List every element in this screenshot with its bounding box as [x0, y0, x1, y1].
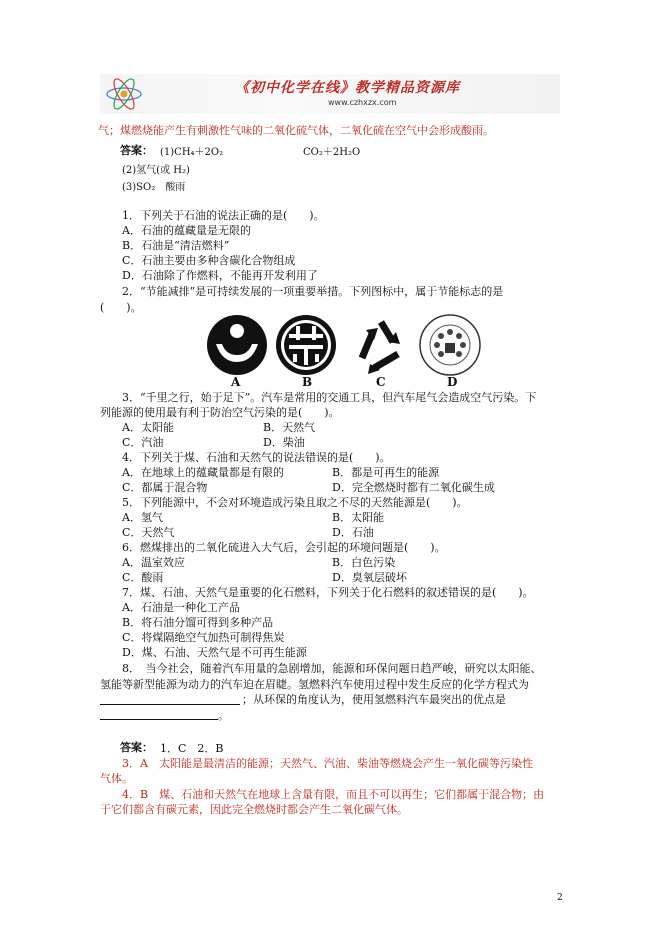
question-3-cont: 列能源的使用最有利于防治空气污染的是( )。 [100, 406, 340, 419]
q1-option-a: A．石油的蕴藏量是无限的 [122, 224, 251, 237]
q3-option-a: A．太阳能 [122, 421, 174, 434]
answer-2: (2)氢气(或 H₂) [122, 165, 190, 176]
icon-label-a: A [231, 375, 241, 389]
question-8-cont: 氢能等新型能源为动力的汽车迫在眉睫。氢燃料汽车使用过程中发生反应的化学方程式为 [100, 678, 529, 691]
recycle-icon [350, 314, 412, 376]
question-2: 2．“节能减排”是可持续发展的一项重要举措。下列图标中，属于节能标志的是 [122, 285, 504, 298]
q8-blank-2[interactable] [100, 719, 218, 720]
header-banner [100, 74, 560, 114]
q7-option-a: A．石油是一种化工产品 [122, 601, 240, 614]
icon-b-symbol [275, 314, 337, 376]
q1-option-c: C．石油主要由多种含碳化合物组成 [122, 254, 296, 267]
header-url: www.czhxzx.com [328, 98, 397, 107]
q4-option-b: B．都是可再生的能源 [332, 466, 440, 479]
answer-4-explain: 4．B 煤、石油和天然气在地球上含量有限，而且不可以再生；它们都属于混合物；由 [122, 788, 545, 801]
q7-option-d: D．煤、石油、天然气是不可再生能源 [122, 646, 307, 659]
seal-icon [419, 314, 481, 376]
q6-option-b: B．白色污染 [332, 556, 396, 569]
answer-3-explain-cont: 气体。 [100, 772, 133, 785]
q8-blank-1[interactable] [100, 704, 240, 705]
icon-label-c: C [376, 375, 386, 389]
q7-option-b: B．将石油分馏可得到多种产品 [122, 616, 274, 629]
q3-option-c: C．汽油 [122, 436, 164, 449]
question-5: 5．下列能源中，不会对环境造成污染且取之不尽的天然能源是( )。 [122, 496, 468, 509]
top-line: 气；煤燃烧能产生有刺激性气味的二氧化硫气体，二氧化硫在空气中会形成酸雨。 [98, 124, 494, 137]
q3-option-d: D．柴油 [263, 436, 305, 449]
q4-option-d: D．完全燃烧时都有二氧化碳生成 [332, 481, 495, 494]
answer-3: (3)SO₂ 酸雨 [122, 182, 186, 193]
q1-option-d: D．石油除了作燃料，不能再开发利用了 [122, 269, 318, 282]
icon-label-d: D [447, 375, 458, 389]
question-6: 6．燃煤排出的二氧化硫进入大气后，会引起的环境问题是( )。 [122, 541, 446, 554]
question-8-end: 。 [218, 709, 229, 722]
answer-1-product: CO₂＋2H₂O [303, 147, 361, 158]
q7-option-c: C．将煤隔绝空气加热可制得焦炭 [122, 631, 285, 644]
answer-1: (1)CH₄＋2O₂ [160, 147, 224, 158]
icon-label-b: B [302, 375, 313, 389]
answer-label-1: 答案： [120, 144, 153, 157]
q5-option-b: B．太阳能 [332, 511, 385, 524]
atom-logo-icon [104, 75, 144, 113]
page-number: 2 [557, 893, 563, 903]
q6-option-d: D．臭氧层破坏 [332, 571, 407, 584]
question-4: 4．下列关于煤、石油和天然气的说法错误的是( )。 [122, 451, 391, 464]
q5-option-a: A．氢气 [122, 511, 163, 524]
q6-option-c: C．酸雨 [122, 571, 164, 584]
q6-option-a: A．温室效应 [122, 556, 185, 569]
answers-label: 答案： [120, 741, 153, 754]
answer-3-explain: 3．A 太阳能是最清洁的能源；天然气、汽油、柴油等燃烧会产生一氧化碳等污染性 [122, 757, 533, 770]
q5-option-c: C．天然气 [122, 526, 175, 539]
header-title: 《初中化学在线》教学精品资源库 [235, 80, 460, 96]
question-1: 1．下列关于石油的说法正确的是( )。 [122, 209, 325, 222]
icon-a-energy-saving [206, 314, 268, 376]
q5-option-d: D．石油 [332, 526, 374, 539]
reaction-arrow-icon [228, 150, 292, 151]
question-7: 7．煤、石油、天然气是重要的化石燃料，下列关于化石燃料的叙述错误的是( )。 [122, 586, 534, 599]
q3-option-b: B．天然气 [263, 421, 316, 434]
answer-4-explain-cont: 于它们都含有碳元素，因此完全燃烧时都会产生二氧化碳气体。 [100, 803, 408, 816]
q1-option-b: B．石油是“清洁燃料” [122, 239, 230, 252]
answers-1-2: 1．C 2．B [160, 742, 224, 755]
q4-option-a: A．在地球上的蕴藏量都是有限的 [122, 466, 284, 479]
question-8: 8． 当今社会，随着汽车用量的急剧增加，能源和环保问题日趋严峻，研究以太阳能、 [122, 662, 542, 675]
question-2-cont: ( )。 [100, 301, 142, 314]
q4-option-c: C．都属于混合物 [122, 481, 208, 494]
question-3: 3．“千里之行，始于足下”。汽车是常用的交通工具，但汽车尾气会造成空气污染。下 [122, 391, 537, 404]
question-8-cont2: ；从环保的角度认为，使用氢燃料汽车最突出的优点是 [242, 693, 506, 706]
